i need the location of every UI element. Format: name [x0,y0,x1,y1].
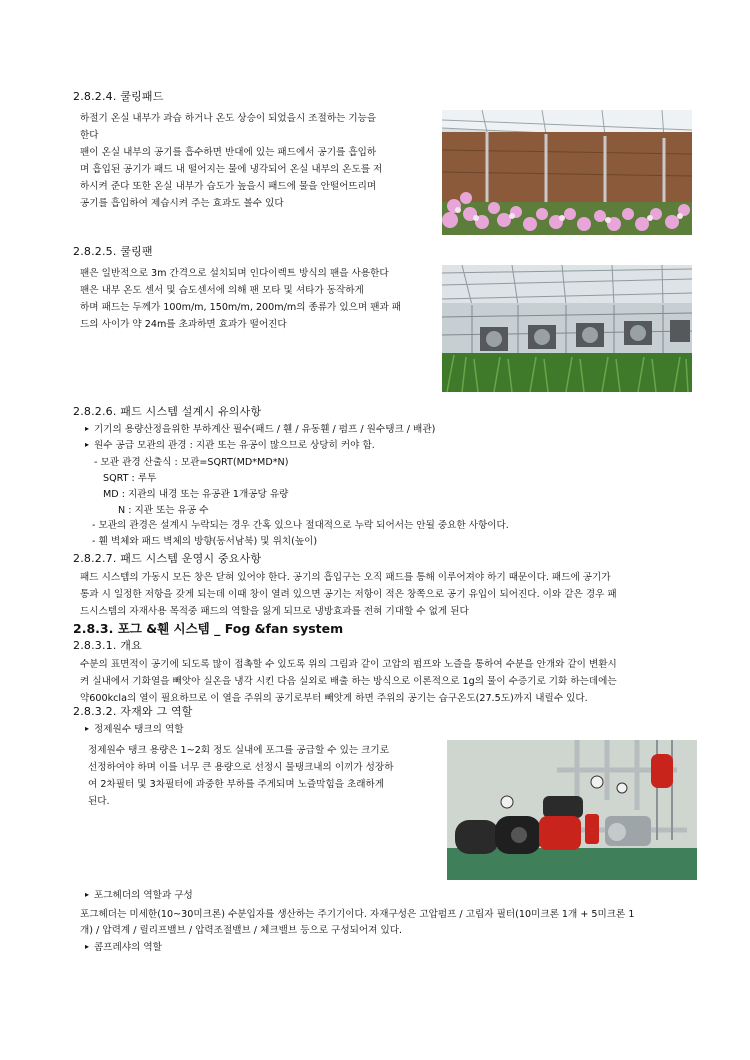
text-line: 한다 [80,130,99,141]
text-line: 하며 패드는 두께가 100m/m, 150m/m, 200m/m의 종류가 있으며 팬과 패 [80,302,402,313]
text-line: 켜 실내에서 기화열을 빼앗아 실온을 냉각 시킨 다음 실외로 배출 하는 방식으로 이론적으로 1g의 물이 수증기로 기화 하는데에는 [80,676,617,687]
bullet-item: ▸ 원수 공급 모관의 관경 : 지관 또는 유공이 많으므로 상당히 커야 함. [85,437,375,451]
text-line: 선정하여야 하며 이를 너무 큰 용량으로 선정시 물탱크내의 이끼가 성장하 [88,762,394,773]
bullet-item: ▸ 기기의 용량산정을위한 부하계산 필수(패드 / 휀 / 유동휀 / 펌프 / 원수탱크 / 배관) [85,421,435,435]
text-line: 팬은 내부 온도 센서 및 습도센서에 의해 팬 모타 및 셔타가 동작하게 [80,285,364,296]
heading-overview: 2.8.3.1. 개요 [73,639,142,652]
text-line: 며 흡입된 공기가 패드 내 떨어지는 물에 냉각되어 온실 내부의 온도를 저 [80,164,383,175]
sub-item: - 휀 벽체와 패드 벽체의 방향(동서남북) 및 위치(높이) [92,536,318,547]
text-line: 개) / 압력계 / 릴리프밸브 / 압력조절밸브 / 체크밸브 등으로 구성되어져 있다. [80,925,403,936]
heading-cooling-pad: 2.8.2.4. 쿨링패드 [73,90,164,103]
heading-materials-roles: 2.8.3.2. 자재와 그 역할 [73,705,193,718]
text-line: 팬은 일반적으로 3m 간격으로 설치되며 인다이렉트 방식의 팬을 사용한다 [80,268,389,279]
sub-item: SQRT : 루투 [103,473,157,484]
text-line: 하절기 온실 내부가 과습 하거나 온도 상승이 되었을시 조절하는 기능을 [80,113,377,124]
text-line: 수분의 표면적이 공기에 되도록 많이 접촉할 수 있도록 위의 그림과 같이 고압의 펌프와 노즐을 통하여 수분을 안개와 같이 변환시 [80,659,617,670]
cooling-fan-photo [442,265,692,392]
text-line: 팬이 온실 내부의 공기를 흡수하면 반대에 있는 패드에서 공기를 흡입하 [80,147,377,158]
sub-item: - 모관 관경 산출식 : 모관=SQRT(MD*MD*N) [94,457,289,468]
heading-pad-operation-notes: 2.8.2.7. 패드 시스템 운영시 중요사항 [73,552,262,565]
sub-item: - 모관의 관경은 설계시 누락되는 경우 간혹 있으나 절대적으로 누락 되어서는 안될 중요한 사항이다. [92,520,509,531]
text-line: 하시켜 준다 또한 온실 내부가 습도가 높을시 패드에 물을 안떨어뜨리며 [80,181,377,192]
heading-pad-design-notes: 2.8.2.6. 패드 시스템 설계시 유의사항 [73,405,262,418]
fog-pump-photo [447,740,697,880]
sub-item: MD : 지관의 내경 또는 유공관 1개공당 유량 [103,489,289,500]
bullet-item: ▸ 정제원수 탱크의 역할 [85,721,184,735]
text-line: 된다. [88,796,110,807]
text-line: 통과 시 일정한 저항을 갖게 되는데 이때 창이 열려 있으면 공기는 저항이 적은 창쪽으로 공기 유입이 되어진다. 이와 같은 경우 패 [80,589,617,600]
text-line: 약600kcla의 열이 필요하므로 이 열을 주위의 공기로부터 빼앗게 하면 주위의 공기는 습구온도(27.5도)까지 내릴수 있다. [80,693,588,704]
cooling-pad-photo [442,110,692,235]
text-line: 공기를 흡입하여 제습시켜 주는 효과도 볼수 있다 [80,198,284,209]
text-line: 패드 시스템의 가동시 모든 창은 닫혀 있어야 한다. 공기의 흡입구는 오직 패드를 통해 이루어져야 하기 때문이다. 패드에 공기가 [80,572,611,583]
text-line: 드의 사이가 약 24m를 초과하면 효과가 떨어진다 [80,319,287,330]
bullet-item: ▸ 콤프레샤의 역할 [85,939,162,953]
sub-item: N : 지관 또는 유공 수 [118,505,209,516]
text-line: 드시스템의 자재사용 목적중 패드의 역할을 잃게 되므로 냉방효과를 전혀 기대할 수 없게 된다 [80,606,469,617]
bullet-item: ▸ 포그헤더의 역할과 구성 [85,887,193,901]
heading-cooling-fan: 2.8.2.5. 쿨링팬 [73,245,153,258]
text-line: 정제원수 탱크 용량은 1~2회 정도 실내에 포그를 공급할 수 있는 크기로 [88,745,389,756]
text-line: 여 2차필터 및 3차필터에 과중한 부하를 주게되며 노즐막힘을 초래하게 [88,779,385,790]
heading-fog-fan-system: 2.8.3. 포그 &휀 시스템 _ Fog &fan system [73,621,344,636]
text-line: 포그헤더는 미세한(10~30미크론) 수분입자를 생산하는 주기기이다. 자재구성은 고압펌프 / 고립자 필터(10미크론 1개 + 5미크론 1 [80,909,635,920]
